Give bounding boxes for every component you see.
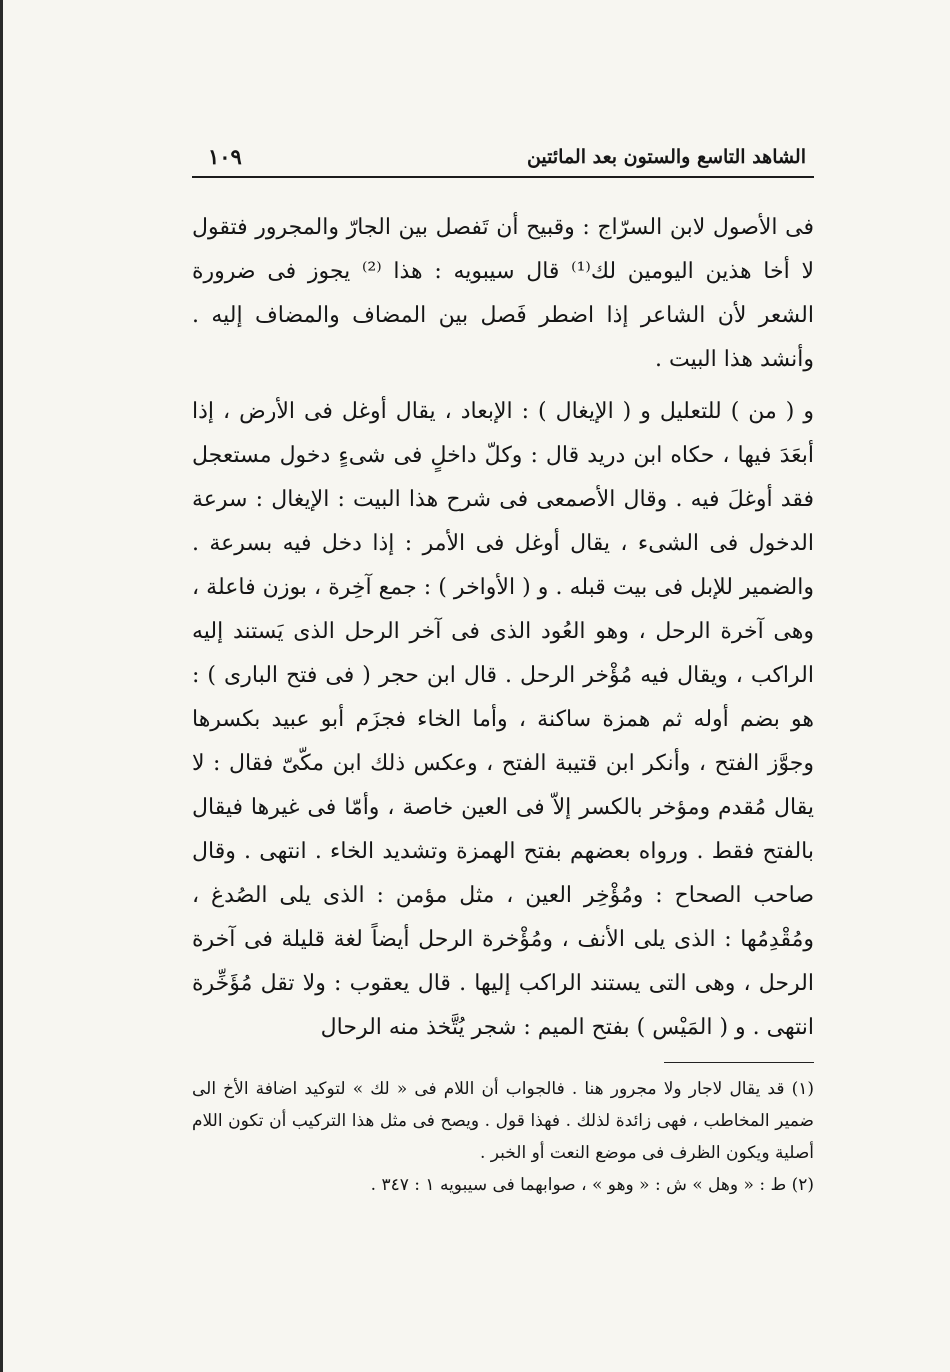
footnotes: [192, 1073, 814, 1201]
paragraph: فى الأصول لابن السرّاج : وقبيح أن تَفصل بين الجارّ والمجرور فتقول لا أخا هذين اليومين لك⁽¹⁾ قال سيبويه : هذا ⁽²⁾ يجوز فى ضرورة الشعر لأن الشاعر إذا اضطر فَصل بين المضاف والمضاف إليه . وأنشد هذا البيت .: [192, 215, 814, 372]
running-title: الشاهد التاسع والستون بعد المائتين: [526, 146, 806, 168]
main-text: [192, 206, 814, 1050]
book-page: [192, 140, 814, 1201]
paragraph: و ( من ) للتعليل و ( الإيغال ) : الإبعاد ، يقال أوغل فى الأرض ، إذا أبعَدَ فيها ، حكاه ابن دريد قال : وكلّ داخلٍ فى شىءٍ دخول مستعجل فقد أوغلَ فيه . وقال الأصمعى فى شرح هذا البيت : الإيغال : سرعة الدخول فى الشىء ، يقال أوغل فى الأمر : إذا دخل فيه بسرعة . والضمير للإبل فى بيت قبله . و ( الأواخر ) : جمع آخِرة ، بوزن فاعلة ، وهى آخرة الرحل ، وهو العُود الذى فى آخر الرحل الذى يَستند إليه الراكب ، ويقال فيه مُؤْخر الرحل . قال ابن حجر ( فى فتح البارى ) : هو بضم أوله ثم همزة ساكنة ، وأما الخاء فجزَم أبو عبيد بكسرها وجوَّز الفتح ، وأنكر ابن قتيبة الفتح ، وعكس ذلك ابن مكّىّ فقال : لا يقال مُقدم ومؤخر بالكسر إلاّ فى العين خاصة ، وأمّا فى غيرها فيقال بالفتح فقط . ورواه بعضهم بفتح الهمزة وتشديد الخاء . انتهى . وقال صاحب الصحاح : ومُؤْخِر العين ، مثل مؤمن : الذى يلى الصُدغ ، ومُقْدِمُها : الذى يلى الأنف ، ومُؤْخرة الرحل أيضاً لغة قليلة فى آخرة الرحل ، وهى التى يستند الراكب إليها . قال يعقوب : ولا تقل مُؤَخِّرة انتهى . و ( المَيْس ) بفتح الميم : شجر يُتَّخذ منه الرحال: [192, 399, 814, 1040]
footnote: (٢) ط : « وهل » ش : « وهو » ، صوابهما فى سيبويه ١ : ٣٤٧ .: [370, 1175, 814, 1195]
page-header: [192, 140, 814, 178]
page-number: ١٠٩: [208, 144, 242, 169]
footnote: (١) قد يقال لاجار ولا مجرور هنا . فالجواب أن اللام فى « لك » لتوكيد اضافة الأخ الى ضمير المخاطب ، فهى زائدة لذلك . فهذا قول . ويصح فى مثل هذا التركيب أن تكون اللام أصلية ويكون الظرف فى موضع النعت أو الخبر .: [192, 1079, 814, 1163]
footnote-divider: [664, 1062, 814, 1063]
scan-edge-shadow: [0, 0, 3, 1372]
